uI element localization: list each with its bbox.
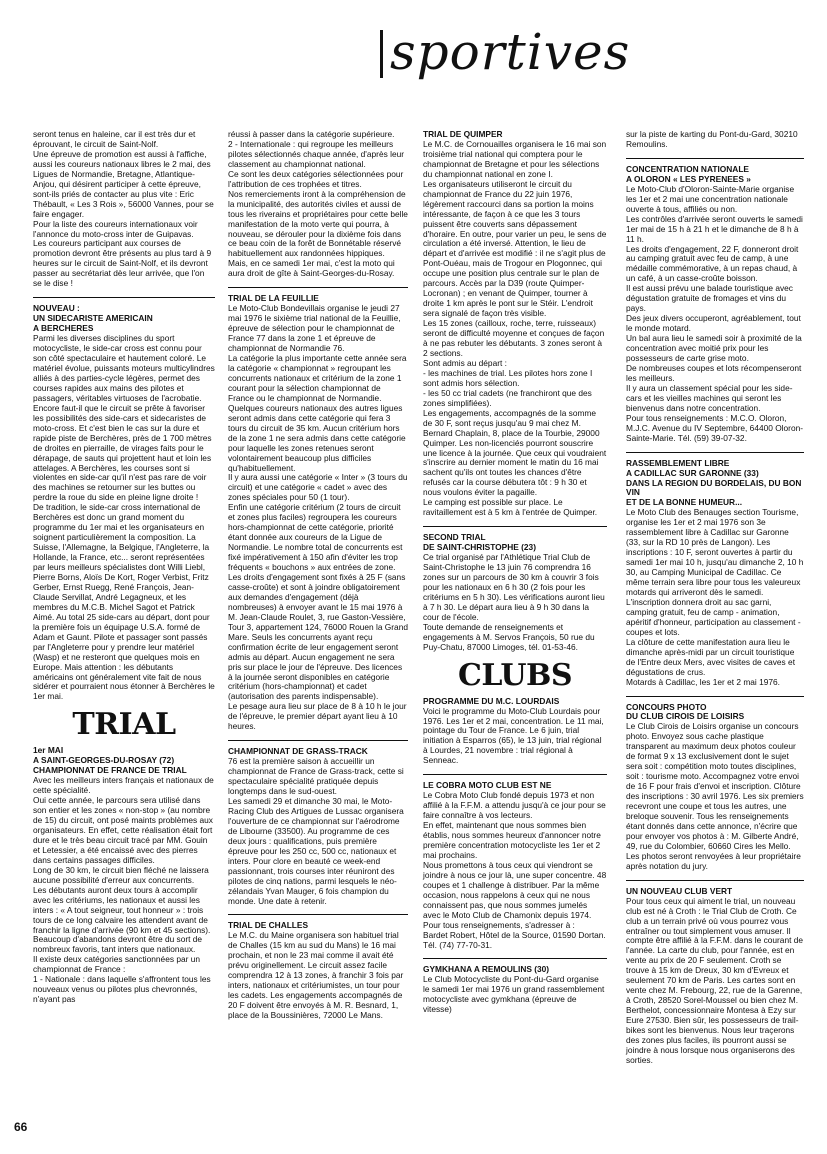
article-heading: A CADILLAC SUR GARONNE (33): [626, 467, 759, 478]
article-paragraph: Pour tous renseignements, s'adresser à :: [423, 919, 575, 930]
article-paragraph: Les samedi 29 et dimanche 30 mai, le Moto-Racing Club des Artigues de Lussac organisera l'ouverture de ce championnat sur l'aérodrome de Libourne (33500). Au programme de ces deux jours : qualifications, puis première épreuve pour les 250 cc, 500 cc, nationaux et inters. Pour clore en beauté ce week-end passionnant, trois courses inter réuniront des pilotes de cinq nations, parmi lesquels le néo-zélandais Yvan Mauger, 6 fois champion du monde. Une date à retenir.: [228, 796, 404, 906]
article-paragraph: Les débutants auront deux tours à accomplir avec les critériums, les nationaux et aussi les inters : « A tout seigneur, tout honneur » : trois tours de ce long calvaire les attendent avant de franchir la ligne d'arrivée (90 km et 45 sections).: [33, 884, 211, 935]
article-paragraph: Ce sont les deux catégories sélectionnées pour l'attribution de ces trophées et titres.: [228, 168, 404, 189]
article-paragraph: Il existe deux catégories sanctionnées par un championnat de France :: [33, 954, 200, 975]
article-paragraph: Long de 30 km, le circuit bien fléché ne laissera aucune possibilité d'erreur aux concurrents.: [33, 864, 209, 885]
article-heading: NOUVEAU :: [33, 303, 80, 314]
section-heading: TRIAL: [72, 707, 176, 743]
article-divider: [423, 958, 607, 959]
article-divider: [228, 287, 408, 288]
article-heading: LE COBRA MOTO CLUB EST NE: [423, 780, 552, 791]
column-4: [626, 130, 804, 1066]
article-divider: [626, 158, 804, 159]
article-heading: A SAINT-GEORGES-DU-ROSAY (72): [33, 755, 175, 766]
article-paragraph: Pour tous renseignements : M.C.O. Oloron, M.J.C. Avenue du IV Septembre, 64400 Oloron-Sainte-Marie. Tél. (59) 39-07-32.: [626, 412, 804, 443]
article-paragraph: Les droits d'engagement, 22 F, donneront droit au camping gratuit avec feu de camp, à une médaille commémorative, à un repas chaud, à un café, à un casse-croûte boisson.: [626, 243, 799, 284]
article-paragraph: seront tenus en haleine, car il est très dur et éprouvant, le circuit de Saint-Nolf.: [33, 129, 196, 149]
article-paragraph: Il y aura un classement spécial pour les side-cars et les vieilles machines qui seront les bienvenus dans notre concentration.: [626, 382, 793, 413]
article-paragraph: Le pesage aura lieu sur place de 8 à 10 h le jour de l'épreuve, le premier départ ayant lieu à 10 heures.: [228, 701, 407, 732]
article-divider: [423, 526, 607, 527]
article-heading: A BERCHERES: [33, 323, 94, 334]
article-paragraph: De nombreuses coupes et lots récompenseront les meilleurs.: [626, 362, 802, 383]
article-heading: TRIAL DE LA FEUILLIE: [228, 293, 319, 304]
article-paragraph: En effet, maintenant que nous sommes bien établis, nous sommes heureux d'annoncer notre première concentration motocycliste les 1er et 2 mai prochains.: [423, 820, 601, 860]
article-divider: [626, 452, 804, 453]
article-paragraph: Le camping est possible sur place. Le ravitaillement est à 5 km à l'entrée de Quimper.: [423, 497, 598, 518]
article-paragraph: Mais, en ce samedi 1er mai, c'est la moto qui aura droit de gîte à Saint-Georges-du-Rosay.: [228, 258, 395, 279]
article-paragraph: Bardet Robert, Hôtel de la Source, 01590 Dortan. Tél. (74) 77-70-31.: [423, 929, 606, 950]
article-heading: CHAMPIONNAT DE GRASS-TRACK: [228, 746, 368, 757]
column-2: [228, 130, 408, 1021]
article-paragraph: 76 est la première saison à accueillir un championnat de France de Grass-track, cette si spectaculaire spécialité pratiquée depuis longtemps dans le sud-ouest.: [228, 756, 404, 797]
article-paragraph: - les machines de trial. Les pilotes hors zone I sont admis hors sélection.: [423, 367, 593, 388]
article-paragraph: Pour la liste des coureurs internationaux voir l'annonce du moto-cross inter de Guipavas.: [33, 218, 198, 239]
article-paragraph: Enfin une catégorie critérium (2 tours de circuit et zones plus faciles) regroupera les coureurs hors-championnat de cette catégorie, priorité étant donnée aux coureurs de la Ligue de Normandie. Le nombre total de concurrents est fixé impérativement à 150 afin d'éviter les trop fréquents « bouchons » aux entrées de zone.: [228, 502, 403, 573]
article-paragraph: réussi à passer dans la catégorie supérieure.: [228, 129, 395, 139]
article-paragraph: De tradition, le side-car cross international de Berchères est donc un grand moment du programme du 1er mai et les organisateurs en soignent particulièrement la composition. La Suisse, l'Allemagne, la Belgique, l'Angleterre, la Hollande, la France, etc... seront représentées par leurs meilleurs spécialistes dont Willi Liebl, Pierre Borns, Aloïs De Kort, Roger Verbist, Fritz Gerber, Ernst Ruegg, René François, Jean-Claude Servillat, André Legagneux, et les membres du M.C.B. Michel Sagot et Patrick Aimé. Au total 25 side-cars au départ, dont pour la première fois un équipage U.S.A. formé de Adam et Gaunt. Pilote et passager sont passés par l'Angleterre pour y prendre leur matériel (Wasp) et ne resteront que quelques mois en Europe. Mais attention : les débutants américains ont généralement vite fait de nous sidérer et pourraient nous étonner à Berchères le 1er mai.: [33, 502, 215, 702]
article-paragraph: La catégorie la plus importante cette année sera la catégorie « championnat » regroupant les concurrents nationaux et critérium de la zone 1 courant pour la sélection championnat de France ou le championnat de Normandie. Quelques coureurs nationaux des autres ligues seront admis dans cette catégorie qui fera 3 tours du circuit de 35 km. Aucun critérium hors de la zone 1 ne sera admis dans cette catégorie pour laquelle les zones retenues seront volontairement beaucoup plus difficiles qu'habituellement.: [228, 353, 407, 473]
article-heading: DANS LA REGION DU BORDELAIS, DU BON VIN: [626, 477, 802, 498]
article-heading: GYMKHANA A REMOULINS (30): [423, 964, 550, 975]
header-rule: [380, 30, 383, 78]
article-paragraph: Nous promettons à tous ceux qui viendront se joindre à nous ce jour là, une super concentre. 48 coupes et 1 challenge à distribuer. Par la même occasion, nous rappelons à ceux qui ne nous connaissent pas, que nous sommes jumelés avec le Moto Club de Chamonix depuis 1974.: [423, 859, 607, 920]
article-paragraph: Motards à Cadillac, les 1er et 2 mai 1976.: [626, 676, 780, 687]
article-heading: RASSEMBLEMENT LIBRE: [626, 457, 730, 468]
article-paragraph: Sont admis au départ :: [423, 357, 507, 368]
article-heading: UN SIDECARISTE AMERICAIN: [33, 313, 153, 324]
article-heading: CONCOURS PHOTO: [626, 701, 707, 712]
article-paragraph: Un bal aura lieu le samedi soir à proximité de la concentration avec moitié prix pour les possesseurs de carte grise moto.: [626, 333, 802, 364]
article-paragraph: Une épreuve de promotion est aussi à l'affiche, aussi les coureurs nationaux libres le 2 mai, des Ligues de Normandie, Bretagne, Atlantique-Anjou, qui désirent participer à cette épreuve, sont-ils priés de contacter au plus vite : Eric Thébault, « Les 3 Rois », 56000 Vannes, pour se faire engager.: [33, 148, 214, 219]
article-paragraph: Des jeux divers occuperont, agréablement, tout le monde motard.: [626, 313, 801, 334]
article-heading: 1er MAI: [33, 745, 64, 756]
article-paragraph: La clôture de cette manifestation aura lieu le dimanche après-midi par un circuit touristique de l'Entre deux Mers, avec visites de caves et dégustations de crus.: [626, 636, 796, 677]
article-heading: DE SAINT-CHRISTOPHE (23): [423, 542, 536, 553]
article-heading: TRIAL DE CHALLES: [228, 920, 309, 931]
article-paragraph: Les 15 zones (cailloux, roche, terre, ruisseaux) seront de difficulté moyenne et conçues de façon à ne pas rebuter les débutants. 3 zones seront à 2 sections.: [423, 318, 605, 358]
article-divider: [228, 914, 408, 915]
article-heading: CONCENTRATION NATIONALE: [626, 163, 749, 174]
article-divider: [423, 774, 607, 775]
article-divider: [33, 297, 215, 298]
article-paragraph: Les droits d'engagement sont fixés à 25 F (sans casse-croûte) et sont à joindre obligatoirement aux demandes d'engagement (déjà nombreuses) à envoyer avant le 15 mai 1976 à M. Jean-Claude Roulet, 3, rue Gaston-Vessière, Tour 3, appartement 124, 76000 Rouen la Grand Mare. Seuls les concurrents ayant reçu confirmation écrite de leur engagement seront admis au départ. Aucun engagement ne sera pris sur place le jour de l'épreuve. Des licences à la journée seront disponibles en catégorie critérium (hors-championnat) et cadet (autorisation des parents indispensable).: [228, 571, 408, 702]
column-1: [33, 130, 215, 1005]
article-paragraph: 2 - Internationale : qui regroupe les meilleurs pilotes sélectionnés chaque année, d'après leur classement au championnat national.: [228, 138, 405, 169]
article-paragraph: Le Cobra Moto Club fondé depuis 1973 et non affilié à la F.F.M. a attendu jusqu'à ce jour pour se faire connaître à vos lecteurs.: [423, 790, 606, 821]
article-heading: SECOND TRIAL: [423, 532, 486, 543]
article-paragraph: Voici le programme du Moto-Club Lourdais pour 1976. Les 1er et 2 mai, concentration. Le 11 mai, pointage du Tour de France. Le 6 juin, trial initiation à Esparros (65), le 13 juin, trial régional à Lourdes, 21 novembre : trial régional à Senneac.: [423, 705, 604, 766]
article-paragraph: sur la piste de karting du Pont-du-Gard, 30210 Remoulins.: [626, 129, 798, 149]
article-paragraph: Il y aura aussi une catégorie « Inter » (3 tours du circuit) et une catégorie « cadet » avec des zones spéciales pour 50 (1 tour).: [228, 472, 408, 503]
article-paragraph: Les contrôles d'arrivée seront ouverts le samedi 1er mai de 15 h à 21 h et le dimanche de 8 h à 11 h.: [626, 213, 803, 244]
article-heading: TRIAL DE QUIMPER: [423, 129, 503, 139]
page-number: 66: [14, 1120, 28, 1134]
article-heading: DU CLUB CIROIS DE LOISIRS: [626, 711, 745, 722]
article-paragraph: 1 - Nationale : dans laquelle s'affrontent tous les nouveaux venus ou pilotes plus chevronnés, n'ayant pas: [33, 974, 211, 1005]
article-heading: CHAMPIONNAT DE FRANCE DE TRIAL: [33, 765, 187, 776]
article-paragraph: Les organisateurs utiliseront le circuit du championnat de France du 22 juin 1976, légèrement raccourci dans sa portion la moins intéressante, de façon à ce que les 3 tours puissent être couverts sans dépassement d'horaire. En outre, pour varier un peu, le sens de circulation a été inversé. Attention, le lieu de départ et d'arrivée est modifié : il ne s'agit plus de Pont-Ouéau, mais de Trogour en Plogonnec, qui occupe une position plus centrale sur le plan de parcours. Accès par la D39 (route Quimper-Locronan) ; en venant de Quimper, tourner à droite 1 km après le pont sur le Stéir. L'endroit sera signalé de façon très visible.: [423, 178, 607, 319]
article-paragraph: - les 50 cc trial cadets (ne franchiront que des zones simplifiées).: [423, 387, 592, 408]
article-paragraph: Nos remerciements iront à la compréhension de la municipalité, des autorités civiles et aussi de tous les riverains et propriétaires pour cette belle manifestation de la moto verte qui pourra, à nouveau, se dérouler pour la dixième fois dans ce beau coin de la forêt de Bonnétable réservé habituellement aux randonnées hippiques.: [228, 188, 408, 259]
article-paragraph: Le M.C. du Maine organisera son habituel trial de Challes (15 km au sud du Mans) le 16 mai prochain, et non le 23 mai comme il avait été prévu originellement. Le circuit assez facile comprendra 12 à 13 zones, à franchir 3 fois par inters, nationaux et critériumistes, un tour pour les cadets. Les engagements accompagnés de 20 F doivent être envoyés à M. R. Besnard, 1, place de la Boussinières, 72000 Le Mans.: [228, 930, 404, 1021]
article-paragraph: Il est aussi prévu une balade touristique avec dégustation gratuite de fromages et vins du pays.: [626, 283, 793, 314]
article-heading: UN NOUVEAU CLUB VERT: [626, 885, 733, 896]
article-heading: A OLORON « LES PYRENEES »: [626, 173, 751, 184]
article-divider: [626, 880, 804, 881]
article-paragraph: Le Moto-Club d'Oloron-Sainte-Marie organise les 1er et 2 mai une concentration nationale ouverte à tous, affiliés ou non.: [626, 183, 795, 214]
article-paragraph: Ce trial organisé par l'Athlétique Trial Club de Saint-Christophe le 13 juin 76 comprendra 16 zones sur un parcours de 30 km à couvrir 3 fois pour les nationaux en 6 h 30 (2 fois pour les critériums en 5 h 30). Les vérifications auront lieu à 7 h 30. Le départ aura lieu à 9 h 30 dans la cour de l'école.: [423, 552, 605, 622]
article-paragraph: Le Moto Club des Benauges section Tourisme, organise les 1er et 2 mai 1976 son 3e rassemblement libre à Cadillac sur Garonne (33, sur la RD 10 près de Langon). Les inscriptions : 10 F, seront ouvertes à partir du samedi 1er mai 10 h, jusqu'au dimanche 2, 10 h 30, au Camping Municipal de Cadillac. Ce même terrain sera libre pour tous les valeureux motards qui arriveront dès le samedi. L'inscription donnera droit au sac garni, camping gratuit, feu de camp - animation, apéritif d'honneur, participation au classement - coupes et lots.: [626, 507, 804, 637]
article-divider: [228, 740, 408, 741]
article-heading: ET DE LA BONNE HUMEUR...: [626, 497, 743, 508]
article-paragraph: Les engagements, accompagnés de la somme de 30 F, sont reçus jusqu'au 9 mai chez M. Bernard Chaplain, 8, place de la Tourbie, 29000 Quimper. Les non-licenciés pourront souscrire une licence à la journée. Que ceux qui voudraient s'inscrire au dernier moment le matin du 16 mai sachent qu'ils ont toutes les chances d'être refusés car la course débutera tôt : 9 h 30 et nous voulons éviter la pagaille.: [423, 407, 607, 498]
article-divider: [626, 696, 804, 697]
column-3: [423, 130, 607, 1015]
section-heading: CLUBS: [457, 657, 572, 693]
article-paragraph: Pour tous ceux qui aiment le trial, un nouveau club est né à Croth : le Trial Club de Croth. Ce club a un terrain privé où vous pourrez vous entraîner ou tout simplement vous amuser. Il compte être affilié à la F.F.M. dans le courant de l'année. La carte du club, pour l'année, est en vente au prix de 20 F seulement. Croth se trouve à 15 km de Dreux, 30 km d'Evreux et seulement 70 km de Paris. Les cartes sont en vente chez M. Frebourg, 22, rue de la Garenne, à Croth, 28520 Sorel-Moussel ou bien chez M. Berthelot, concessionnaire Montesa à Ezy sur Eure 27530. Bien sûr, les possesseurs de trail-bikes sont les bienvenus. Nous leur traçerons des zones plus faciles, ils pourront aussi se joindre à nous lorsque nous organiserons des sorties.: [626, 895, 804, 1065]
article-heading: PROGRAMME DU M.C. LOURDAIS: [423, 695, 560, 706]
section-title: sportives: [390, 23, 631, 81]
article-paragraph: Avec les meilleurs inters français et nationaux de cette spécialité.: [33, 775, 214, 796]
article-paragraph: Toute demande de renseignements et engagements à M. Servos François, 50 rue du Puy-Chatu, 87000 Limoges, tél. 01-53-46.: [423, 621, 595, 652]
article-paragraph: Les coureurs participant aux courses de promotion devront être présents au plus tard à 9 heures sur le circuit de Saint-Nolf, et ils devront passer au secrétariat dès leur arrivée, que l'on se le dise !: [33, 238, 212, 289]
article-paragraph: Le Club Motocycliste du Pont-du-Gard organise le samedi 1er mai 1976 un grand rassemblement motocycliste avec gymkhana (épreuve de vitesse): [423, 974, 605, 1015]
article-paragraph: Le Moto-Club Bondevillais organise le jeudi 27 mai 1976 le sixième trial national de la Feuillie, épreuve de sélection pour le championnat de France 77 dans la zone 1 et épreuve de championnat de Normandie 76.: [228, 303, 401, 354]
article-paragraph: Beaucoup d'abandons devront être du sort de nombreux favoris, tant inters que nationaux.: [33, 934, 203, 955]
article-paragraph: Le M.C. de Cornouailles organisera le 16 mai son troisième trial national qui comptera pour le championnat de Bretagne et pour les sélections du championnat national en zone I.: [423, 138, 607, 179]
article-paragraph: Le Club Cirois de Loisirs organise un concours photo. Envoyez sous cache plastique transparent au maximum deux photos couleur de format 9 x 13 exclusivement dont le sujet sera soit : compétition moto toutes disciplines, soit : tourisme moto. Accompagnez votre envoi de 16 F pour frais d'envoi et inscription. Clôture des inscriptions : 30 avril 1976. Les six premiers recevront une coupe et tous les autres, une breloque souvenir. Tous les renseignements étant donnés dans cette annonce, n'écrire que pour envoyer vos photos à : M. Gilberte André, 49, rue du Colombier, 60660 Cires les Mello. Les photos seront renvoyées à leur propriétaire après notation du jury.: [626, 721, 804, 871]
article-paragraph: Parmi les diverses disciplines du sport motocycliste, le side-car cross est connu pour son côté spectaculaire et hautement coloré. Le matériel évolue, puissants moteurs multicylindres alliés à des parties-cycle légères, permet des courses rapides aux mains des pilotes et passagers, véritables virtuoses de l'acrobatie. Encore faut-il que le circuit se prête à favoriser les possibilités des side-cars et sidecaristes de moto-cross. Et c'est bien le cas sur la dure et rapide piste de Berchères, près de 1 700 mètres de droites en pierraille, de virages faits pour le dérapage, de sauts qui projettent haut et loin les attelages. A Berchères, les courses sont si violentes en side-car qu'il n'est pas rare de voir des machines se retourner sur les buttes ou perdre la roue du side en pleine ligne droite !: [33, 333, 215, 503]
article-paragraph: Oui cette année, le parcours sera utilisé dans son entier et les zones « non-stop » (au nombre de 15) du circuit, ont posé maints problèmes aux organisateurs. En effet, cette réalisation était fort dure et le très beau circuit tracé par MM. Gouin et Letessier, a été encaissé avec des pierres dans certains passages difficiles.: [33, 795, 213, 865]
